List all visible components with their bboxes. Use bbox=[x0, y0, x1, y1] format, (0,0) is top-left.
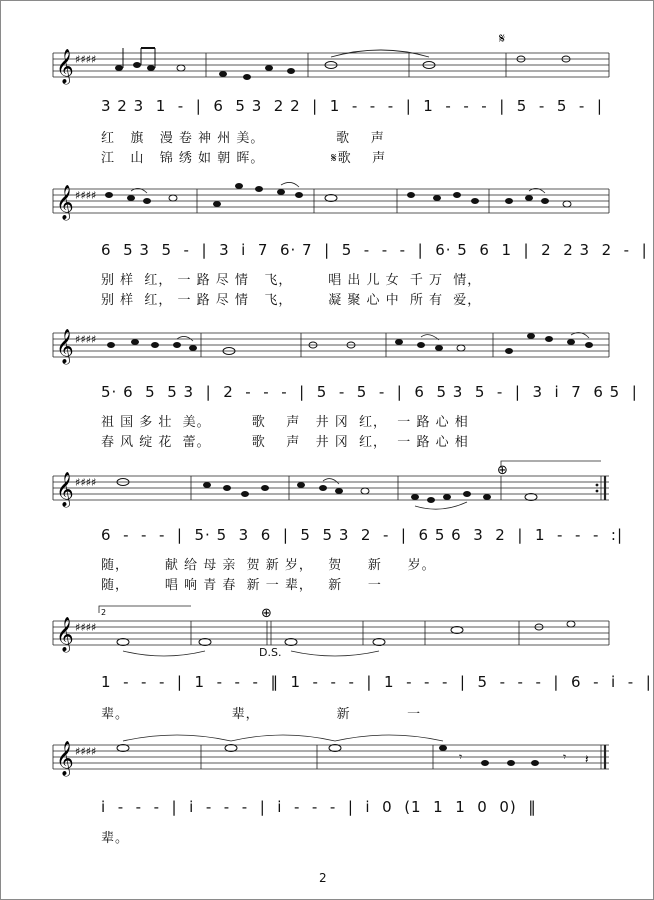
lyric-line-2b: 别 样 红， 一 路 尽 情 飞， 凝 聚 心 中 所 有 爱， bbox=[101, 293, 482, 308]
segno-icon: 𝄋 bbox=[499, 31, 506, 47]
jianpu-line-4: 6 - - - | 5· 5 3 6 | 5 5 3 2 - | 6 5 6 3 2 | 1 - - - :| bbox=[101, 526, 623, 544]
lyric-line-2a: 别 样 红， 一 路 尽 情 飞， 唱 出 儿 女 千 万 情， bbox=[101, 273, 482, 288]
svg-text:𝄾: 𝄾 bbox=[563, 750, 567, 764]
lyric-line-1b: 江 山 锦 绣 如 朝 晖。 𝄋歌 声 bbox=[101, 151, 387, 166]
lyric-line-3a: 祖 国 多 壮 美。 歌 声 井 冈 红， 一 路 心 相 bbox=[101, 415, 469, 430]
staff-system-4 bbox=[1, 456, 654, 526]
jianpu-line-3: 5· 6 5 5 3 | 2 - - - | 5 - 5 - | 6 5 3 5 - | 3 i 7 6 5 | bbox=[101, 383, 638, 401]
page-number: 2 bbox=[319, 871, 327, 885]
volta-2-label: 2 bbox=[101, 608, 107, 617]
treble-clef-icon: 𝄞 bbox=[56, 185, 74, 220]
staff-system-3 bbox=[1, 313, 654, 383]
key-signature-icon: ♯♯♯♯ bbox=[75, 53, 97, 66]
svg-text:𝄾: 𝄾 bbox=[459, 750, 463, 764]
key-signature-icon: ♯♯♯♯ bbox=[75, 189, 97, 202]
treble-clef-icon: 𝄞 bbox=[56, 472, 74, 507]
coda-icon: ⊕ bbox=[497, 463, 508, 478]
staff-system-5 bbox=[1, 601, 654, 671]
staff-system-1 bbox=[1, 21, 654, 91]
key-signature-icon: ♯♯♯♯ bbox=[75, 476, 97, 489]
jianpu-line-5: 1 - - - | 1 - - - ‖ 1 - - - | 1 - - - | 5 - - - | 6 - i - | bbox=[101, 673, 652, 691]
treble-clef-icon: 𝄞 bbox=[56, 329, 74, 364]
jianpu-line-1: 3 2 3 1 - | 6 5 3 2 2 | 1 - - - | 1 - - - | 5 - 5 - | bbox=[101, 97, 603, 115]
lyric-line-4a: 随， 献 给 母 亲 贺 新 岁， 贺 新 岁。 bbox=[101, 558, 436, 573]
svg-text:𝄽: 𝄽 bbox=[585, 752, 589, 766]
staff-system-6 bbox=[1, 731, 654, 801]
coda-icon: ⊕ bbox=[261, 606, 272, 621]
treble-clef-icon: 𝄞 bbox=[56, 49, 74, 84]
jianpu-line-6: i - - - | i - - - | i - - - | i 0 (1 1 1 0 0) ‖ bbox=[101, 798, 537, 816]
ds-marking: D.S. bbox=[259, 646, 282, 659]
lyric-line-4b: 随， 唱 响 青 春 新 一 辈， 新 一 bbox=[101, 578, 382, 593]
treble-clef-icon: 𝄞 bbox=[56, 741, 74, 776]
treble-clef-icon: 𝄞 bbox=[56, 617, 74, 652]
key-signature-icon: ♯♯♯♯ bbox=[75, 333, 97, 346]
staff-system-2 bbox=[1, 169, 654, 239]
key-signature-icon: ♯♯♯♯ bbox=[75, 745, 97, 758]
key-signature-icon: ♯♯♯♯ bbox=[75, 621, 97, 634]
lyric-line-3b: 春 风 绽 花 蕾。 歌 声 井 冈 红， 一 路 心 相 bbox=[101, 435, 469, 450]
jianpu-line-2: 6 5 3 5 - | 3 i 7 6· 7 | 5 - - - | 6· 5 6 1 | 2 2 3 2 - | bbox=[101, 241, 648, 259]
lyric-line-5a: 辈。 辈， 新 一 bbox=[101, 707, 422, 722]
lyric-line-1a: 红 旗 漫 卷 神 州 美。 歌 声 bbox=[101, 131, 385, 146]
lyric-line-6a: 辈。 bbox=[101, 831, 130, 846]
